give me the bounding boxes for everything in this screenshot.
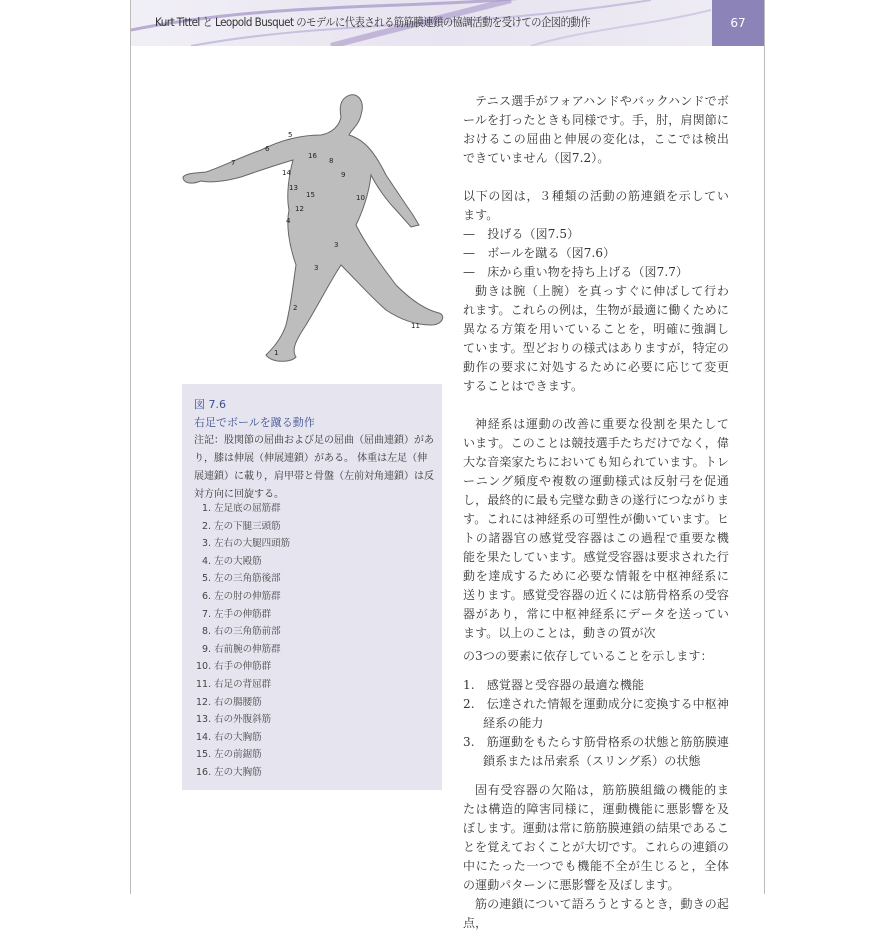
figure-title: 右足でボールを蹴る動作: [194, 416, 315, 429]
figure-label: 7: [231, 159, 236, 167]
dash-item: — 投げる（図7.5）: [463, 227, 580, 241]
list-item: 10. 右手の伸筋群: [196, 661, 272, 673]
paragraph: 以下の図は，３種類の活動の筋連鎖を示しています。: [463, 189, 729, 222]
figure-label: 6: [265, 145, 270, 153]
list-item: 14. 右の大胸筋: [196, 731, 262, 743]
list-item: 5. 左の三角筋後部: [202, 573, 281, 585]
figure-label: 14: [282, 169, 291, 177]
figure-label: 12: [295, 205, 304, 213]
kicking-figure-illustration: [181, 85, 451, 369]
list-item: 4. 左の大殿筋: [202, 555, 262, 567]
header-title: Kurt Tittel と Leopold Busquet のモデルに代表される筋筋膜連鎖の協調活動を受けての企図的動作: [155, 15, 591, 29]
numbered-item: 3. 筋運動をもたらす筋骨格系の状態と筋筋膜連鎖系または吊索系（スリング系）の状態: [463, 735, 729, 768]
paragraph: 筋の連鎖について語ろうとするとき，動きの起点，: [463, 897, 729, 930]
paragraph: 神経系は運動の改善に重要な役割を果たしています。このことは競技選手たちだけでなく，偉大な音楽家たちにおいても知られています。トレーニング頻度や複数の運動様式は反射弓を促通し，最終的に最も完璧な動きの遂行につながります。これには神経系の可塑性が働いています。ヒトの諸器官の感覚受容器はこの過程で重要な機能を果たしています。感覚受容器は要求された行動を達成するために必要な情報を中枢神経系に送ります。感覚受容器の近くには筋骨格系の受容器があり，常に中枢神経系にデータを送っています。以上のことは，動きの質が次: [463, 417, 729, 640]
list-item: 8. 右の三角筋前部: [202, 626, 281, 638]
list-item: 2. 左の下腿三頭筋: [202, 520, 281, 532]
figure-label: 3: [334, 241, 339, 249]
figure-label: 9: [341, 171, 346, 179]
paragraph: テニス選手がフォアハンドやバックハンドでボールを打ったときも同様です。手，肘，肩関節におけるこの屈曲と伸展の変化は，ここでは検出できていません（図7.2）。: [463, 94, 729, 165]
list-item: 13. 右の外腹斜筋: [196, 714, 272, 726]
figure-note: 注記：股関節の屈曲および足の屈曲（屈曲連鎖）があり，膝は伸展（伸展連鎖）がある。 体重は左足（伸展連鎖）に載り，肩甲帯と骨盤（左前対角連鎖）は反対方向に回旋する。: [194, 435, 434, 500]
figure-label: 8: [329, 157, 334, 165]
figure-caption-box: [182, 384, 442, 790]
figure-caption-heading: [194, 396, 315, 432]
figure-label: 3: [314, 264, 319, 272]
list-item: 9. 右前腕の伸筋群: [202, 643, 281, 655]
running-header: [131, 0, 764, 46]
body-text-column: [463, 92, 729, 933]
book-page: [130, 0, 765, 930]
list-item: 6. 左の肘の伸筋群: [202, 590, 281, 602]
list-item: 15. 左の前鋸筋: [196, 749, 262, 761]
figure-label: 4: [286, 217, 291, 225]
dash-item: — ボールを蹴る（図7.6）: [463, 246, 616, 260]
paragraph: 固有受容器の欠陥は，筋筋膜組織の機能的または構造的障害同様に，運動機能に悪影響を及ぼします。運動は常に筋筋膜連鎖の結果であることを覚えておくことが大切です。これらの連鎖の中にたった一つでも機能不全が生じると，全体の運動パターンに悪影響を及ぼします。: [463, 783, 729, 892]
figure-label: 15: [306, 191, 315, 199]
figure-label: 13: [289, 184, 298, 192]
list-item: 1. 左足底の屈筋群: [202, 503, 281, 514]
figure-label: 1: [274, 349, 279, 357]
figure-label: 5: [288, 131, 293, 139]
page-number: 67: [712, 0, 764, 46]
list-item: 16. 左の大胸筋: [196, 766, 262, 778]
dash-item: — 床から重い物を持ち上げる（図7.7）: [463, 265, 689, 279]
paragraph: の3つの要素に依存していることを示します：: [463, 649, 713, 663]
numbered-item: 1. 感覚器と受容器の最適な機能: [463, 678, 645, 692]
figure-label: 16: [308, 152, 317, 160]
list-item: 7. 左手の伸筋群: [202, 608, 272, 620]
figure-label: 11: [411, 322, 420, 330]
list-item: 3. 左右の大腿四頭筋: [202, 538, 291, 550]
list-item: 11. 右足の背屈群: [196, 678, 272, 690]
figure-number: 図 7.6: [194, 398, 226, 411]
figure-label: 10: [356, 194, 365, 202]
figure-label: 2: [293, 304, 298, 312]
muscle-list: [196, 500, 291, 782]
list-item: 12. 右の腸腰筋: [196, 696, 262, 708]
paragraph: 動きは腕（上腕）を真っすぐに伸ばして行われます。これらの例は，生物が最適に働くために異なる方策を用いていることを，明確に強調しています。型どおりの様式はありますが，特定の動作の要求に対処するために必要に応じて変更することはできます。: [463, 284, 729, 393]
numbered-item: 2. 伝達された情報を運動成分に変換する中枢神経系の能力: [463, 697, 729, 730]
